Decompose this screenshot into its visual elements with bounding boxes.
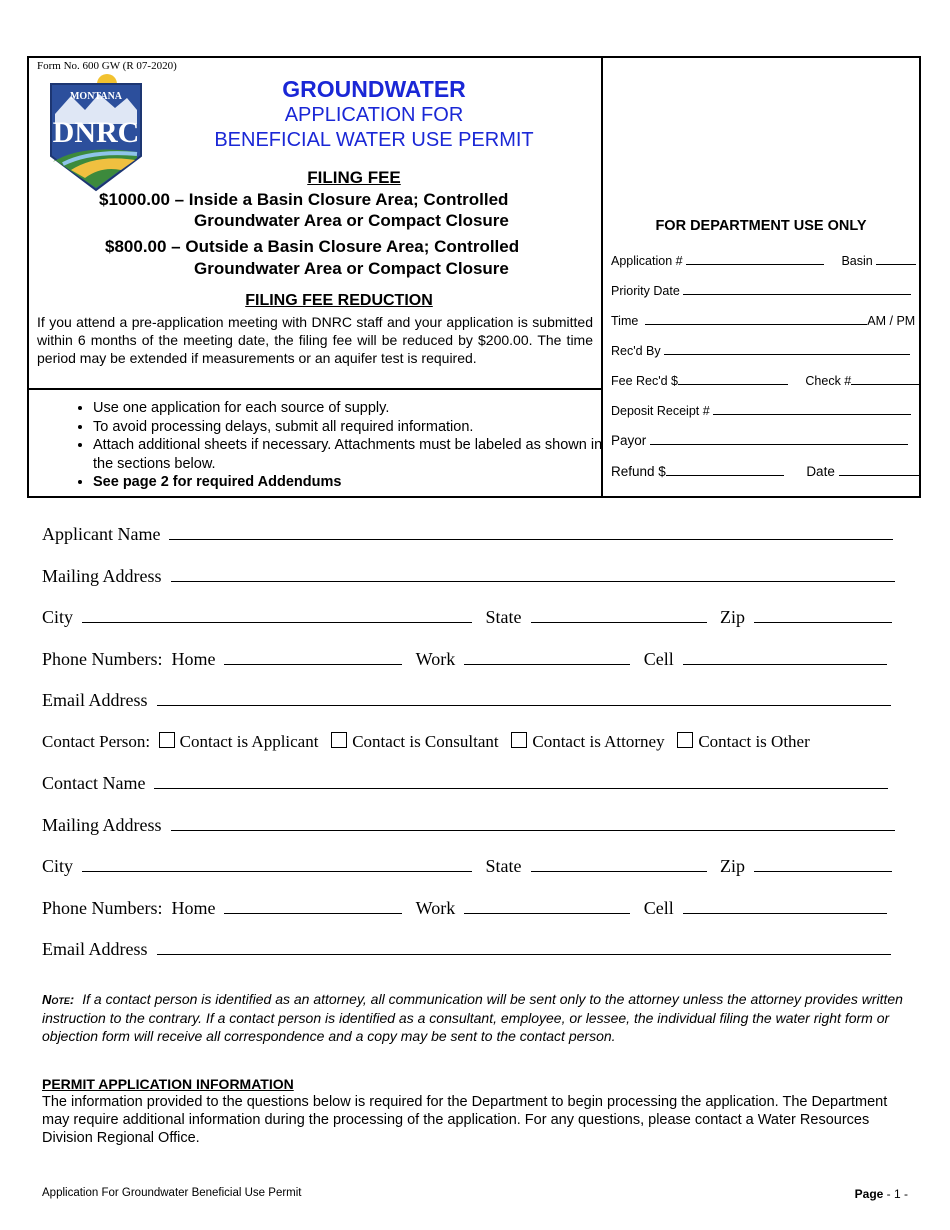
- contact-applicant-label: Contact is Applicant: [179, 732, 319, 751]
- logo-top-text: MONTANA: [69, 91, 123, 102]
- filing-fee-heading: FILING FEE: [307, 168, 401, 187]
- fee-line-2a: $800.00 – Outside a Basin Closure Area; Controlled: [105, 237, 520, 256]
- footer-page-label: Page: [854, 1187, 884, 1201]
- applicant-email-field[interactable]: [157, 690, 891, 706]
- contact-person-row: [42, 732, 810, 752]
- dept-check-field[interactable]: [851, 372, 919, 385]
- fee-reduction-heading: FILING FEE REDUCTION: [245, 292, 433, 309]
- dept-time-field[interactable]: [645, 312, 867, 325]
- contact-mailing-field[interactable]: [171, 815, 895, 831]
- note-text: If a contact person is identified as an attorney, all communication will be sent only to the attorney unless the attorney provides written instruction to the contrary. If a contact person is identified as a consultant, employee, or lessee, the individual filing the water right form or objection form will receive all correspondence and a copy may be sent to the contact person.: [42, 991, 903, 1044]
- contact-name-row: [42, 773, 888, 794]
- footer-page-number: [855, 1187, 908, 1201]
- fee-reduction-text: If you attend a pre-application meeting with DNRC staff and your application is submitted within 6 months of the meeting date, the filing fee will be reduced by $200.00. The time period may be extended if measurements or an aquifer test is required.: [37, 314, 593, 366]
- applicant-city-row: [42, 607, 892, 628]
- contact-other-label: Contact is Other: [698, 732, 810, 751]
- applicant-cell-label: Cell: [643, 649, 674, 669]
- applicant-name-row: [42, 524, 893, 545]
- dept-priority-row: [611, 282, 911, 298]
- contact-consultant-checkbox[interactable]: [331, 732, 347, 748]
- dept-recdby-row: [611, 342, 910, 358]
- applicant-zip-field[interactable]: [754, 607, 892, 623]
- header-left-panel: [29, 58, 603, 496]
- instruction-list: [57, 399, 623, 492]
- dept-ampm-label: AM / PM: [867, 314, 916, 328]
- contact-state-label: State: [485, 856, 522, 876]
- contact-phone-label: Phone Numbers: Home: [42, 898, 216, 918]
- contact-name-field[interactable]: [154, 773, 888, 789]
- dept-time-label: Time: [611, 314, 639, 328]
- contact-state-field[interactable]: [531, 856, 707, 872]
- fee-line-1b: Groundwater Area or Compact Closure: [194, 211, 509, 230]
- dept-application-label: Application #: [611, 254, 683, 268]
- applicant-phone-label: Phone Numbers: Home: [42, 649, 216, 669]
- dept-fee-label: Fee Rec'd $: [611, 374, 679, 388]
- dept-refund-row: [611, 463, 921, 479]
- instruction-item: • Use one application for each source of supply.: [93, 399, 623, 418]
- applicant-mailing-field[interactable]: [171, 566, 895, 582]
- contact-email-label: Email Address: [42, 939, 148, 959]
- dept-fee-row: [611, 372, 919, 388]
- dept-recdby-label: Rec'd By: [611, 344, 661, 358]
- instruction-item: • See page 2 for required Addendums: [93, 473, 623, 492]
- left-panel-divider: [29, 388, 601, 390]
- dept-payor-field[interactable]: [650, 432, 908, 445]
- dept-deposit-label: Deposit Receipt #: [611, 404, 710, 418]
- department-use-panel: [603, 58, 919, 496]
- applicant-email-row: [42, 690, 891, 711]
- form-number: Form No. 600 GW (R 07-2020): [37, 60, 177, 72]
- applicant-phone-row: [42, 649, 887, 670]
- logo-main-text: DNRC: [52, 116, 140, 149]
- dept-basin-field[interactable]: [876, 252, 916, 265]
- applicant-state-field[interactable]: [531, 607, 707, 623]
- fee-line-1a: $1000.00 – Inside a Basin Closure Area; Controlled: [99, 190, 509, 209]
- applicant-cell-phone-field[interactable]: [683, 649, 887, 665]
- contact-applicant-checkbox[interactable]: [159, 732, 175, 748]
- applicant-zip-label: Zip: [720, 607, 746, 627]
- contact-attorney-label: Contact is Attorney: [532, 732, 665, 751]
- applicant-home-phone-field[interactable]: [224, 649, 402, 665]
- contact-zip-label: Zip: [720, 856, 746, 876]
- form-subtitle-2: BENEFICIAL WATER USE PERMIT: [214, 129, 534, 151]
- applicant-email-label: Email Address: [42, 690, 148, 710]
- applicant-city-label: City: [42, 607, 74, 627]
- dept-deposit-row: [611, 402, 911, 418]
- contact-cell-label: Cell: [643, 898, 674, 918]
- contact-other-checkbox[interactable]: [677, 732, 693, 748]
- contact-phone-row: [42, 898, 887, 919]
- footer-title: Application For Groundwater Beneficial Use Permit: [42, 1187, 302, 1199]
- dept-basin-label: Basin: [841, 254, 873, 268]
- footer-page-num: - 1 -: [883, 1187, 908, 1201]
- contact-person-label: Contact Person:: [42, 732, 151, 751]
- dept-refund-field[interactable]: [666, 463, 784, 476]
- contact-work-label: Work: [415, 898, 456, 918]
- permit-info-heading: PERMIT APPLICATION INFORMATION: [42, 1076, 294, 1092]
- dept-payor-label: Payor: [611, 433, 647, 448]
- form-subtitle-1: APPLICATION FOR: [284, 104, 464, 126]
- dept-time-row: [611, 312, 915, 328]
- permit-info-text: The information provided to the questions below is required for the Department to begin processing the application. The Department may require additional information during the processing of the application. For any questions, please contact a Water Resources Division Regional Office.: [42, 1094, 888, 1146]
- applicant-state-label: State: [485, 607, 522, 627]
- dept-priority-field[interactable]: [683, 282, 911, 295]
- contact-cell-phone-field[interactable]: [683, 898, 887, 914]
- contact-work-phone-field[interactable]: [464, 898, 630, 914]
- contact-home-phone-field[interactable]: [224, 898, 402, 914]
- contact-mailing-label: Mailing Address: [42, 815, 162, 835]
- note-label: Note:: [42, 992, 75, 1007]
- dept-date-field[interactable]: [839, 463, 921, 476]
- dept-date-label: Date: [806, 464, 835, 479]
- applicant-mailing-row: [42, 566, 895, 587]
- applicant-name-field[interactable]: [169, 524, 893, 540]
- contact-attorney-checkbox[interactable]: [511, 732, 527, 748]
- dept-application-field[interactable]: [686, 252, 824, 265]
- dept-deposit-field[interactable]: [713, 402, 911, 415]
- attorney-note: [42, 990, 904, 1045]
- dept-recdby-field[interactable]: [664, 342, 910, 355]
- applicant-work-phone-field[interactable]: [464, 649, 630, 665]
- contact-mailing-row: [42, 815, 895, 836]
- instruction-item: • To avoid processing delays, submit all required information.: [93, 418, 623, 437]
- contact-consultant-label: Contact is Consultant: [352, 732, 499, 751]
- fee-line-2b: Groundwater Area or Compact Closure: [194, 259, 509, 278]
- dept-use-heading: FOR DEPARTMENT USE ONLY: [655, 218, 867, 234]
- dept-refund-label: Refund $: [611, 464, 666, 479]
- dept-payor-row: [611, 432, 908, 448]
- contact-zip-field[interactable]: [754, 856, 892, 872]
- applicant-name-label: Applicant Name: [42, 524, 161, 544]
- contact-city-row: [42, 856, 892, 877]
- contact-city-label: City: [42, 856, 74, 876]
- dept-check-label: Check #: [805, 374, 852, 388]
- dept-application-row: [611, 252, 916, 268]
- dnrc-logo: [41, 74, 151, 192]
- applicant-mailing-label: Mailing Address: [42, 566, 162, 586]
- applicant-work-label: Work: [415, 649, 456, 669]
- contact-city-field[interactable]: [82, 856, 472, 872]
- contact-email-row: [42, 939, 891, 960]
- dept-fee-field[interactable]: [678, 372, 788, 385]
- form-title: GROUNDWATER: [282, 76, 466, 102]
- contact-name-label: Contact Name: [42, 773, 146, 793]
- header-box: [27, 56, 921, 498]
- dept-priority-label: Priority Date: [611, 284, 680, 298]
- contact-email-field[interactable]: [157, 939, 891, 955]
- applicant-city-field[interactable]: [82, 607, 472, 623]
- instruction-item: • Attach additional sheets if necessary. Attachments must be labeled as shown in the sections below.: [93, 436, 623, 473]
